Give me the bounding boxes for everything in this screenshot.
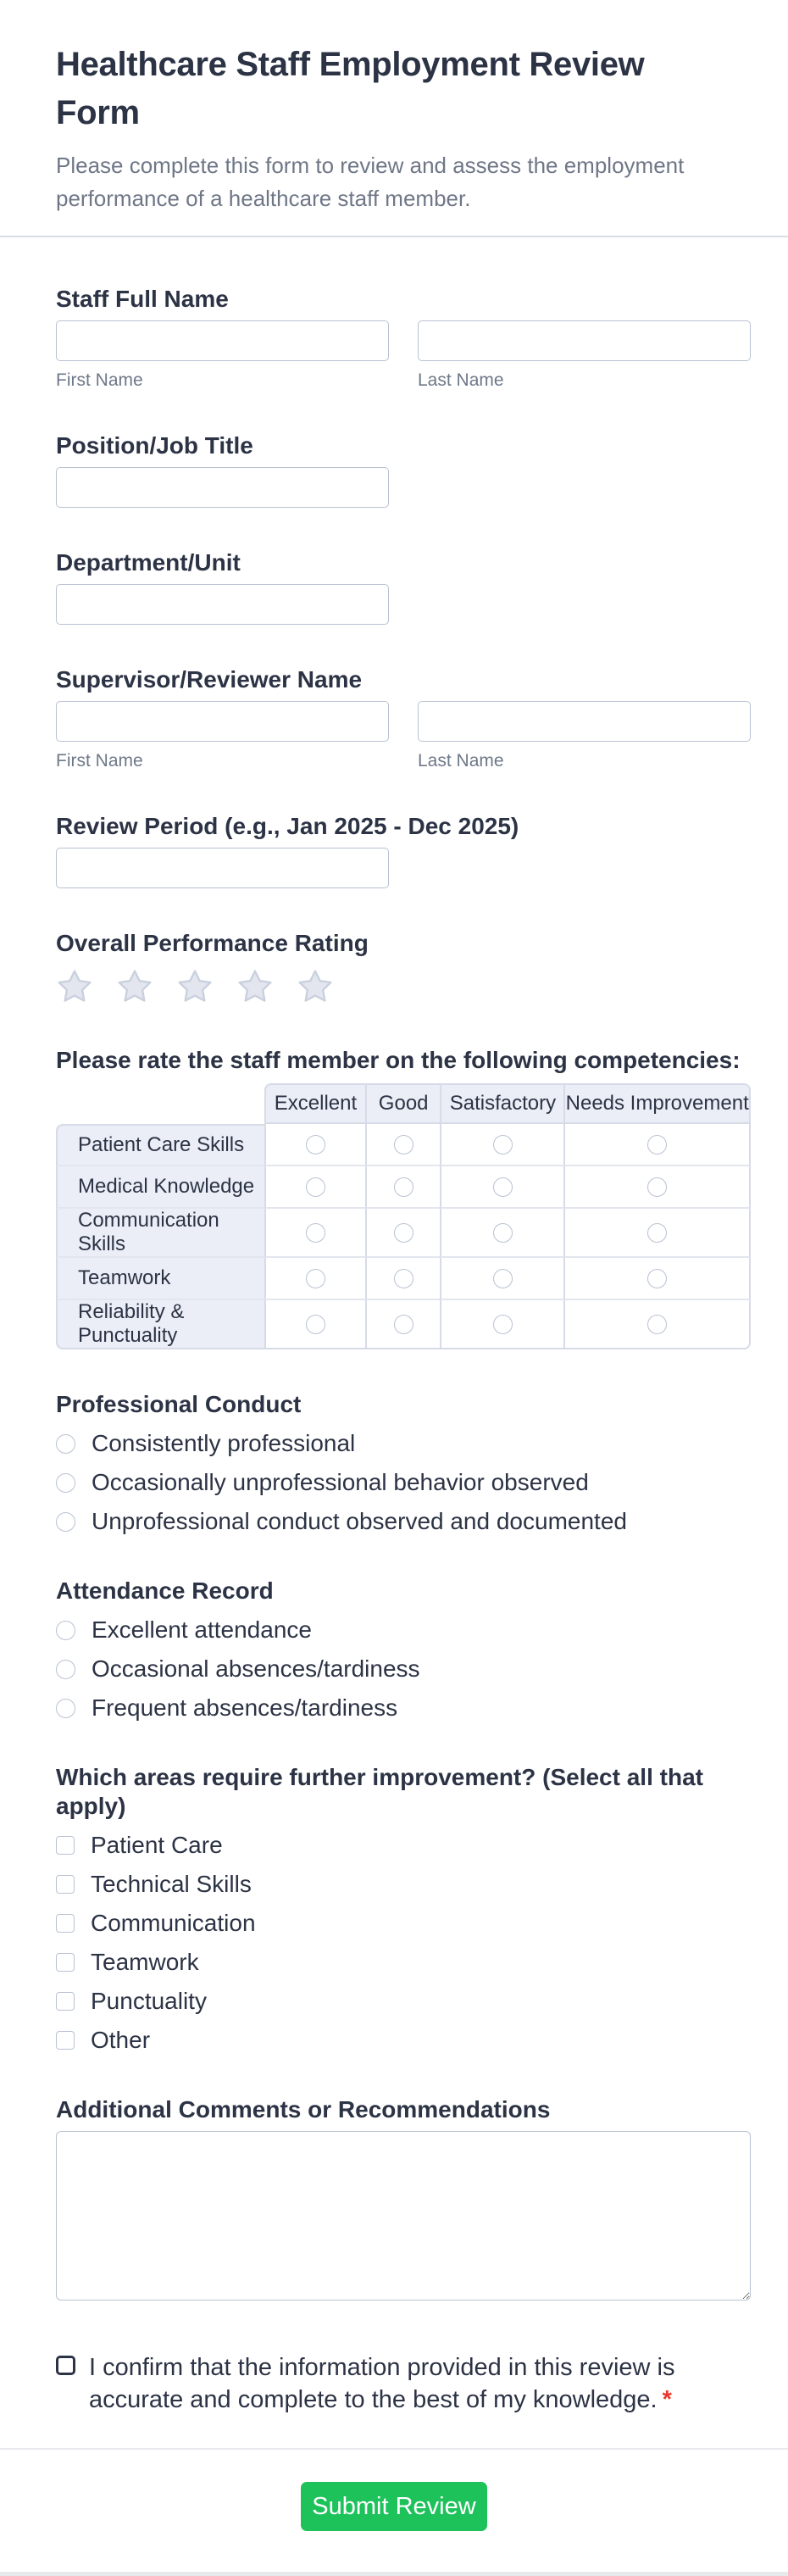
field-label: Overall Performance Rating — [56, 930, 369, 956]
matrix-radio-cell[interactable] — [264, 1300, 365, 1349]
confirmation-label[interactable] — [89, 2351, 751, 2416]
field-position-job-title — [56, 431, 751, 508]
matrix-col-header-good: Good — [365, 1083, 441, 1124]
radio-button[interactable] — [56, 1512, 75, 1532]
matrix-row-label: Reliability & Punctuality — [56, 1300, 264, 1349]
position-input[interactable] — [56, 467, 389, 508]
checkbox-option-label[interactable]: Patient Care — [91, 1832, 223, 1858]
radio-option-label[interactable]: Consistently professional — [92, 1430, 356, 1456]
submit-section — [0, 2450, 788, 2572]
matrix-row-medical-knowledge — [56, 1166, 751, 1209]
field-label: Additional Comments or Recommendations — [56, 2096, 551, 2123]
confirmation-checkbox[interactable] — [56, 2356, 75, 2375]
first-name-sublabel: First Name — [56, 370, 143, 390]
matrix-header-row — [56, 1083, 751, 1124]
matrix-row-patient-care-skills — [56, 1124, 751, 1166]
matrix-radio-cell[interactable] — [563, 1258, 751, 1300]
matrix-radio-cell[interactable] — [365, 1300, 441, 1349]
star-icon[interactable] — [56, 968, 93, 1005]
supervisor-last-name-input[interactable] — [418, 701, 751, 742]
radio-button[interactable] — [647, 1269, 667, 1288]
matrix-radio-cell[interactable] — [440, 1258, 563, 1300]
radio-button[interactable] — [647, 1315, 667, 1334]
checkbox-option-label[interactable]: Punctuality — [91, 1988, 207, 2014]
checkbox-option[interactable] — [56, 1870, 751, 1899]
form-header — [0, 0, 788, 236]
field-label: Supervisor/Reviewer Name — [56, 666, 363, 693]
radio-button[interactable] — [306, 1177, 325, 1197]
matrix-radio-cell[interactable] — [440, 1166, 563, 1209]
radio-option[interactable] — [56, 1429, 751, 1458]
radio-option[interactable] — [56, 1694, 751, 1722]
radio-button[interactable] — [493, 1315, 513, 1334]
matrix-row-communication-skills — [56, 1209, 751, 1258]
radio-button[interactable] — [56, 1473, 75, 1493]
matrix-row-reliability-punctuality — [56, 1300, 751, 1349]
matrix-row-label: Medical Knowledge — [56, 1166, 264, 1209]
field-label: Staff Full Name — [56, 286, 229, 312]
field-label: Position/Job Title — [56, 432, 253, 459]
name-grid — [56, 320, 751, 391]
checkbox[interactable] — [56, 1914, 75, 1933]
radio-option-label[interactable]: Excellent attendance — [92, 1616, 312, 1643]
checkbox-option[interactable] — [56, 1909, 751, 1938]
department-input[interactable] — [56, 584, 389, 625]
checkbox-option-label[interactable]: Technical Skills — [91, 1871, 252, 1897]
matrix-radio-cell[interactable] — [365, 1166, 441, 1209]
radio-button[interactable] — [493, 1135, 513, 1154]
matrix-radio-cell[interactable] — [264, 1166, 365, 1209]
checkbox-option-label[interactable]: Communication — [91, 1910, 256, 1936]
form-body — [0, 237, 788, 2416]
field-department-unit — [56, 548, 751, 625]
radio-option[interactable] — [56, 1507, 751, 1536]
matrix-col-header-excellent: Excellent — [264, 1083, 365, 1124]
radio-button[interactable] — [56, 1621, 75, 1640]
last-name-group — [418, 701, 751, 771]
supervisor-first-name-input[interactable] — [56, 701, 389, 742]
radio-button[interactable] — [56, 1434, 75, 1454]
radio-button[interactable] — [493, 1223, 513, 1243]
field-label: Department/Unit — [56, 549, 241, 576]
checkbox-option-label[interactable]: Other — [91, 2027, 151, 2053]
last-name-sublabel: Last Name — [418, 370, 504, 390]
field-additional-comments — [56, 2095, 751, 2301]
radio-button[interactable] — [647, 1223, 667, 1243]
matrix-radio-cell[interactable] — [365, 1209, 441, 1258]
checkbox-option[interactable] — [56, 1831, 751, 1860]
field-staff-full-name — [56, 285, 751, 391]
checkbox-option[interactable] — [56, 2026, 751, 2055]
matrix-radio-cell[interactable] — [563, 1166, 751, 1209]
radio-button[interactable] — [394, 1135, 413, 1154]
matrix-col-header-satisfactory: Satisfactory — [440, 1083, 563, 1124]
star-icon[interactable] — [176, 968, 214, 1005]
review-period-input[interactable] — [56, 848, 389, 888]
first-name-group — [56, 701, 389, 771]
matrix-radio-cell[interactable] — [264, 1258, 365, 1300]
matrix-corner-cell — [56, 1083, 264, 1124]
form-subtitle: Please complete this form to review and assess the employment performance of a healthcare staff member. — [56, 153, 685, 211]
radio-button[interactable] — [493, 1269, 513, 1288]
matrix-radio-cell[interactable] — [563, 1300, 751, 1349]
matrix-row-label: Teamwork — [56, 1258, 264, 1300]
radio-button[interactable] — [493, 1177, 513, 1197]
radio-button[interactable] — [306, 1269, 325, 1288]
checkbox-option[interactable] — [56, 1948, 751, 1977]
matrix-radio-cell[interactable] — [264, 1124, 365, 1166]
radio-button[interactable] — [306, 1135, 325, 1154]
field-supervisor-name — [56, 665, 751, 771]
star-rating — [56, 968, 751, 1005]
radio-option[interactable] — [56, 1468, 751, 1497]
matrix-radio-cell[interactable] — [440, 1124, 563, 1166]
submit-button[interactable]: Submit Review — [301, 2482, 487, 2531]
field-attendance-record — [56, 1577, 751, 1722]
matrix-radio-cell[interactable] — [563, 1124, 751, 1166]
matrix-row-teamwork — [56, 1258, 751, 1300]
matrix-radio-cell[interactable] — [440, 1300, 563, 1349]
matrix-radio-cell[interactable] — [264, 1209, 365, 1258]
staff-first-name-input[interactable] — [56, 320, 389, 361]
checkbox-group — [56, 1831, 751, 2055]
form-title: Healthcare Staff Employment Review Form — [56, 46, 645, 131]
radio-button[interactable] — [56, 1699, 75, 1718]
matrix-radio-cell[interactable] — [365, 1258, 441, 1300]
matrix-row-label: Communication Skills — [56, 1209, 264, 1258]
matrix-radio-cell[interactable] — [365, 1124, 441, 1166]
radio-option[interactable] — [56, 1655, 751, 1683]
checkbox[interactable] — [56, 2031, 75, 2050]
field-professional-conduct — [56, 1390, 751, 1536]
field-label: Which areas require further improvement? (Select all that apply) — [56, 1764, 703, 1819]
star-icon[interactable] — [297, 968, 334, 1005]
radio-group — [56, 1429, 751, 1536]
comments-textarea[interactable] — [56, 2131, 751, 2301]
radio-option-label[interactable]: Frequent absences/tardiness — [92, 1694, 398, 1721]
field-label: Review Period (e.g., Jan 2025 - Dec 2025) — [56, 813, 519, 839]
field-review-period — [56, 812, 751, 888]
first-name-sublabel: First Name — [56, 751, 143, 771]
radio-option[interactable] — [56, 1616, 751, 1644]
star-icon[interactable] — [116, 968, 153, 1005]
checkbox[interactable] — [56, 1836, 75, 1855]
radio-button[interactable] — [647, 1177, 667, 1197]
radio-button[interactable] — [394, 1269, 413, 1288]
field-label: Please rate the staff member on the following competencies: — [56, 1047, 741, 1073]
staff-last-name-input[interactable] — [418, 320, 751, 361]
checkbox-option[interactable] — [56, 1987, 751, 2016]
last-name-sublabel: Last Name — [418, 751, 504, 771]
radio-button[interactable] — [647, 1135, 667, 1154]
radio-button[interactable] — [394, 1223, 413, 1243]
radio-button[interactable] — [394, 1315, 413, 1334]
checkbox-option-label[interactable]: Teamwork — [91, 1949, 199, 1975]
competency-matrix — [56, 1083, 751, 1349]
field-overall-performance-rating — [56, 929, 751, 1005]
checkbox[interactable] — [56, 1953, 75, 1972]
matrix-radio-cell[interactable] — [440, 1209, 563, 1258]
field-label: Attendance Record — [56, 1577, 274, 1604]
radio-option-label[interactable]: Occasional absences/tardiness — [92, 1655, 420, 1682]
confirmation-text[interactable]: I confirm that the information provided in this review is accurate and complete to the best of my knowledge. — [89, 2354, 675, 2413]
last-name-group — [418, 320, 751, 391]
checkbox[interactable] — [56, 1992, 75, 2011]
radio-option-label[interactable]: Unprofessional conduct observed and documented — [92, 1508, 627, 1534]
radio-group — [56, 1616, 751, 1722]
radio-button[interactable] — [394, 1177, 413, 1197]
field-competency-matrix — [56, 1046, 751, 1349]
radio-button[interactable] — [306, 1315, 325, 1334]
required-asterisk: * — [662, 2386, 672, 2413]
confirmation-row[interactable] — [56, 2351, 751, 2416]
matrix-row-label: Patient Care Skills — [56, 1124, 264, 1166]
field-improvement-areas — [56, 1763, 751, 2055]
checkbox[interactable] — [56, 1875, 75, 1894]
name-grid — [56, 701, 751, 771]
star-icon[interactable] — [236, 968, 274, 1005]
radio-button[interactable] — [56, 1660, 75, 1679]
radio-option-label[interactable]: Occasionally unprofessional behavior observed — [92, 1469, 589, 1495]
field-label: Professional Conduct — [56, 1391, 302, 1417]
first-name-group — [56, 320, 389, 391]
radio-button[interactable] — [306, 1223, 325, 1243]
matrix-col-header-needs-improvement: Needs Improvement — [563, 1083, 751, 1124]
matrix-radio-cell[interactable] — [563, 1209, 751, 1258]
page-bottom-edge — [0, 2572, 788, 2576]
